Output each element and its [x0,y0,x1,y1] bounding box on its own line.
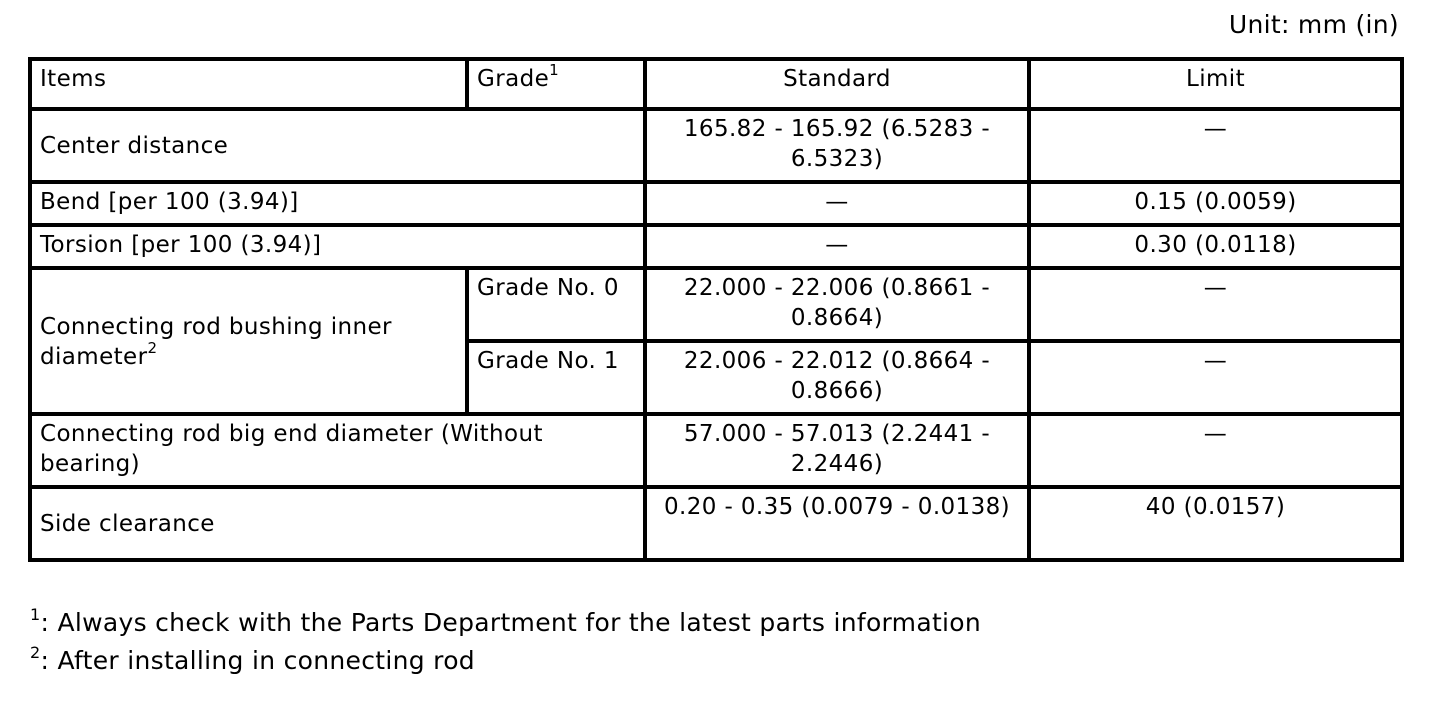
standard-center-distance: 165.82 - 165.92 (6.5283 - 6.5323) [645,109,1029,182]
footnote-2-mark: 2 [30,642,41,662]
standard-big-end: 57.000 - 57.013 (2.2441 - 2.2446) [645,414,1029,487]
header-grade [467,59,645,109]
header-items-label: Items [40,66,107,92]
item-bushing [30,268,467,414]
grade-no-1: Grade No. 1 [467,341,645,414]
header-standard-label: Standard [783,66,891,92]
footnote-1-text: : Always check with the Parts Department for the latest parts information [40,608,982,637]
limit-center-distance: — [1029,109,1402,182]
limit-torsion: 0.30 (0.0118) [1029,225,1402,268]
header-grade-label: Grade [477,66,550,92]
standard-grade-1: 22.006 - 22.012 (0.8664 - 0.8666) [645,341,1029,414]
table-row [30,268,1402,341]
limit-side-clearance: 40 (0.0157) [1029,487,1402,560]
item-big-end: Connecting rod big end diameter (Without bearing) [30,414,645,487]
limit-big-end: — [1029,414,1402,487]
item-side-clearance: Side clearance [30,487,645,560]
header-standard [645,59,1029,109]
standard-side-clearance: 0.20 - 0.35 (0.0079 - 0.0138) [645,487,1029,560]
footnotes [30,604,981,680]
limit-grade-1: — [1029,341,1402,414]
header-limit [1029,59,1402,109]
footnote-1 [30,604,981,642]
header-items [30,59,467,109]
limit-grade-0: — [1029,268,1402,341]
table-row [30,487,1402,560]
footnote-2 [30,642,981,680]
table-row [30,414,1402,487]
table-row [30,225,1402,268]
standard-torsion: — [645,225,1029,268]
item-center-distance: Center distance [30,109,645,182]
footnote-2-text: : After installing in connecting rod [40,646,475,675]
footnote-1-mark: 1 [30,604,41,624]
limit-bend: 0.15 (0.0059) [1029,182,1402,225]
standard-grade-0: 22.000 - 22.006 (0.8661 - 0.8664) [645,268,1029,341]
unit-label: Unit: mm (in) [1228,10,1399,39]
header-limit-label: Limit [1185,66,1246,92]
standard-bend: — [645,182,1029,225]
table-row [30,182,1402,225]
table-row [30,109,1402,182]
item-torsion: Torsion [per 100 (3.94)] [30,225,645,268]
item-bend: Bend [per 100 (3.94)] [30,182,645,225]
specification-table [28,57,1404,562]
item-bushing-footnote-mark: 2 [147,338,158,357]
item-bushing-label: Connecting rod bushing inner diameter [40,313,392,370]
table-header-row [30,59,1402,109]
grade-no-0: Grade No. 0 [467,268,645,341]
header-grade-footnote-mark: 1 [549,61,560,80]
